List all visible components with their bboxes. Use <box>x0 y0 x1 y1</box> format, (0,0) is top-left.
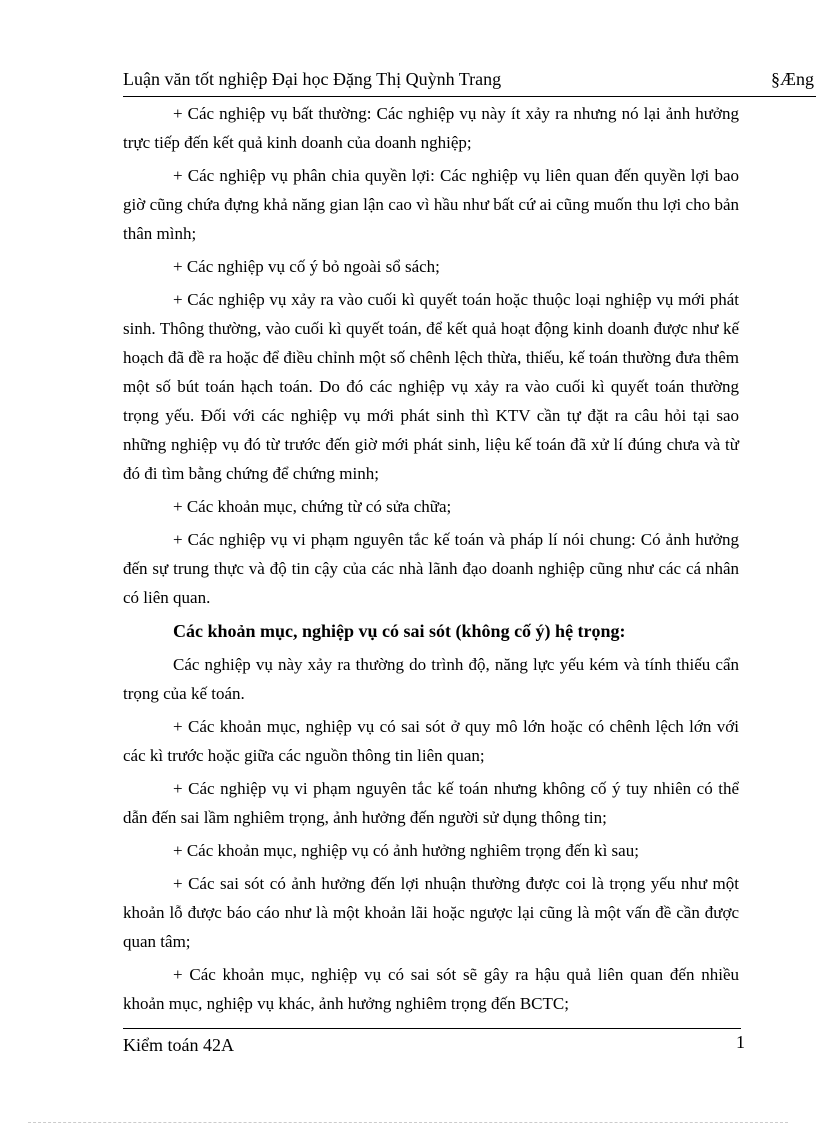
paragraph-off-book: + Các nghiệp vụ cố ý bỏ ngoài sổ sách; <box>173 257 440 276</box>
document-body <box>123 99 739 1022</box>
paragraph-period-end: + Các nghiệp vụ xảy ra vào cuối kì quyết toán hoặc thuộc loại nghiệp vụ mới phát sinh. Thông thường, vào cuối kì quyết toán, để kết quả hoạt động kinh doanh được như kế hoạch đã đề ra hoặc để điều chỉnh một số chênh lệch thừa, thiếu, kế toán thường đưa thêm một số bút toán hạch toán. Do đó các nghiệp vụ xảy ra vào cuối kì quyết toán thường trọng yếu. Đối với các nghiệp vụ mới phát sinh thì KTV cần tự đặt ra câu hỏi tại sao những nghiệp vụ đó từ trước đến giờ mới phát sinh, liệu kế toán đã xử lí đúng chưa và từ đó đi tìm bằng chứng để chứng minh; <box>123 290 739 483</box>
paragraph-benefit-allocation: + Các nghiệp vụ phân chia quyền lợi: Các nghiệp vụ liên quan đến quyền lợi bao giờ cũng chứa đựng khả năng gian lận cao vì hầu như bất cứ ai cũng muốn thu lợi cho bản thân mình; <box>123 166 739 243</box>
paragraph-amended-documents: + Các khoản mục, chứng từ có sửa chữa; <box>173 497 452 516</box>
page-header <box>123 66 816 97</box>
header-title: Luận văn tốt nghiệp Đại học Đặng Thị Quỳnh Trang <box>123 69 502 89</box>
paragraph-unintentional-violations: + Các nghiệp vụ vi phạm nguyên tắc kế toán nhưng không cố ý tuy nhiên có thể dẫn đến sai lầm nghiêm trọng, ảnh hưởng đến người sử dụng thông tin; <box>123 779 739 827</box>
footer-class-label: Kiểm toán 42A <box>123 1035 234 1055</box>
section-heading: Các khoản mục, nghiệp vụ có sai sót (không cố ý) hệ trọng: <box>173 621 626 641</box>
paragraph-error-causes: Các nghiệp vụ này xảy ra thường do trình độ, năng lực yếu kém và tính thiếu cẩn trọng của kế toán. <box>123 655 739 703</box>
header-author-fragment: §Æng <box>771 69 815 89</box>
footer-divider <box>123 1028 741 1029</box>
page-number: 1 <box>736 1032 745 1052</box>
paragraph-principle-violations: + Các nghiệp vụ vi phạm nguyên tắc kế toán và pháp lí nói chung: Có ảnh hưởng đến sự trung thực và độ tin cậy của các nhà lãnh đạo doanh nghiệp cũng như các cá nhân có liên quan. <box>123 530 739 607</box>
paragraph-large-scale-errors: + Các khoản mục, nghiệp vụ có sai sót ở quy mô lớn hoặc có chênh lệch lớn với các kì trước hoặc giữa các nguồn thông tin liên quan; <box>123 717 739 765</box>
paragraph-chain-consequences: + Các khoản mục, nghiệp vụ có sai sót sẽ gây ra hậu quả liên quan đến nhiều khoản mục, nghiệp vụ khác, ảnh hưởng nghiêm trọng đến BCTC; <box>123 965 739 1013</box>
paragraph-irregular-transactions: + Các nghiệp vụ bất thường: Các nghiệp vụ này ít xảy ra nhưng nó lại ảnh hưởng trực tiếp đến kết quả kinh doanh của doanh nghiệp; <box>123 104 739 152</box>
paragraph-profit-errors: + Các sai sót có ảnh hưởng đến lợi nhuận thường được coi là trọng yếu như một khoản lỗ được báo cáo như là một khoản lãi hoặc ngược lại cũng là một vấn đề cần được quan tâm; <box>123 874 739 951</box>
paragraph-next-period-impact: + Các khoản mục, nghiệp vụ có ảnh hưởng nghiêm trọng đến kì sau; <box>173 841 639 860</box>
